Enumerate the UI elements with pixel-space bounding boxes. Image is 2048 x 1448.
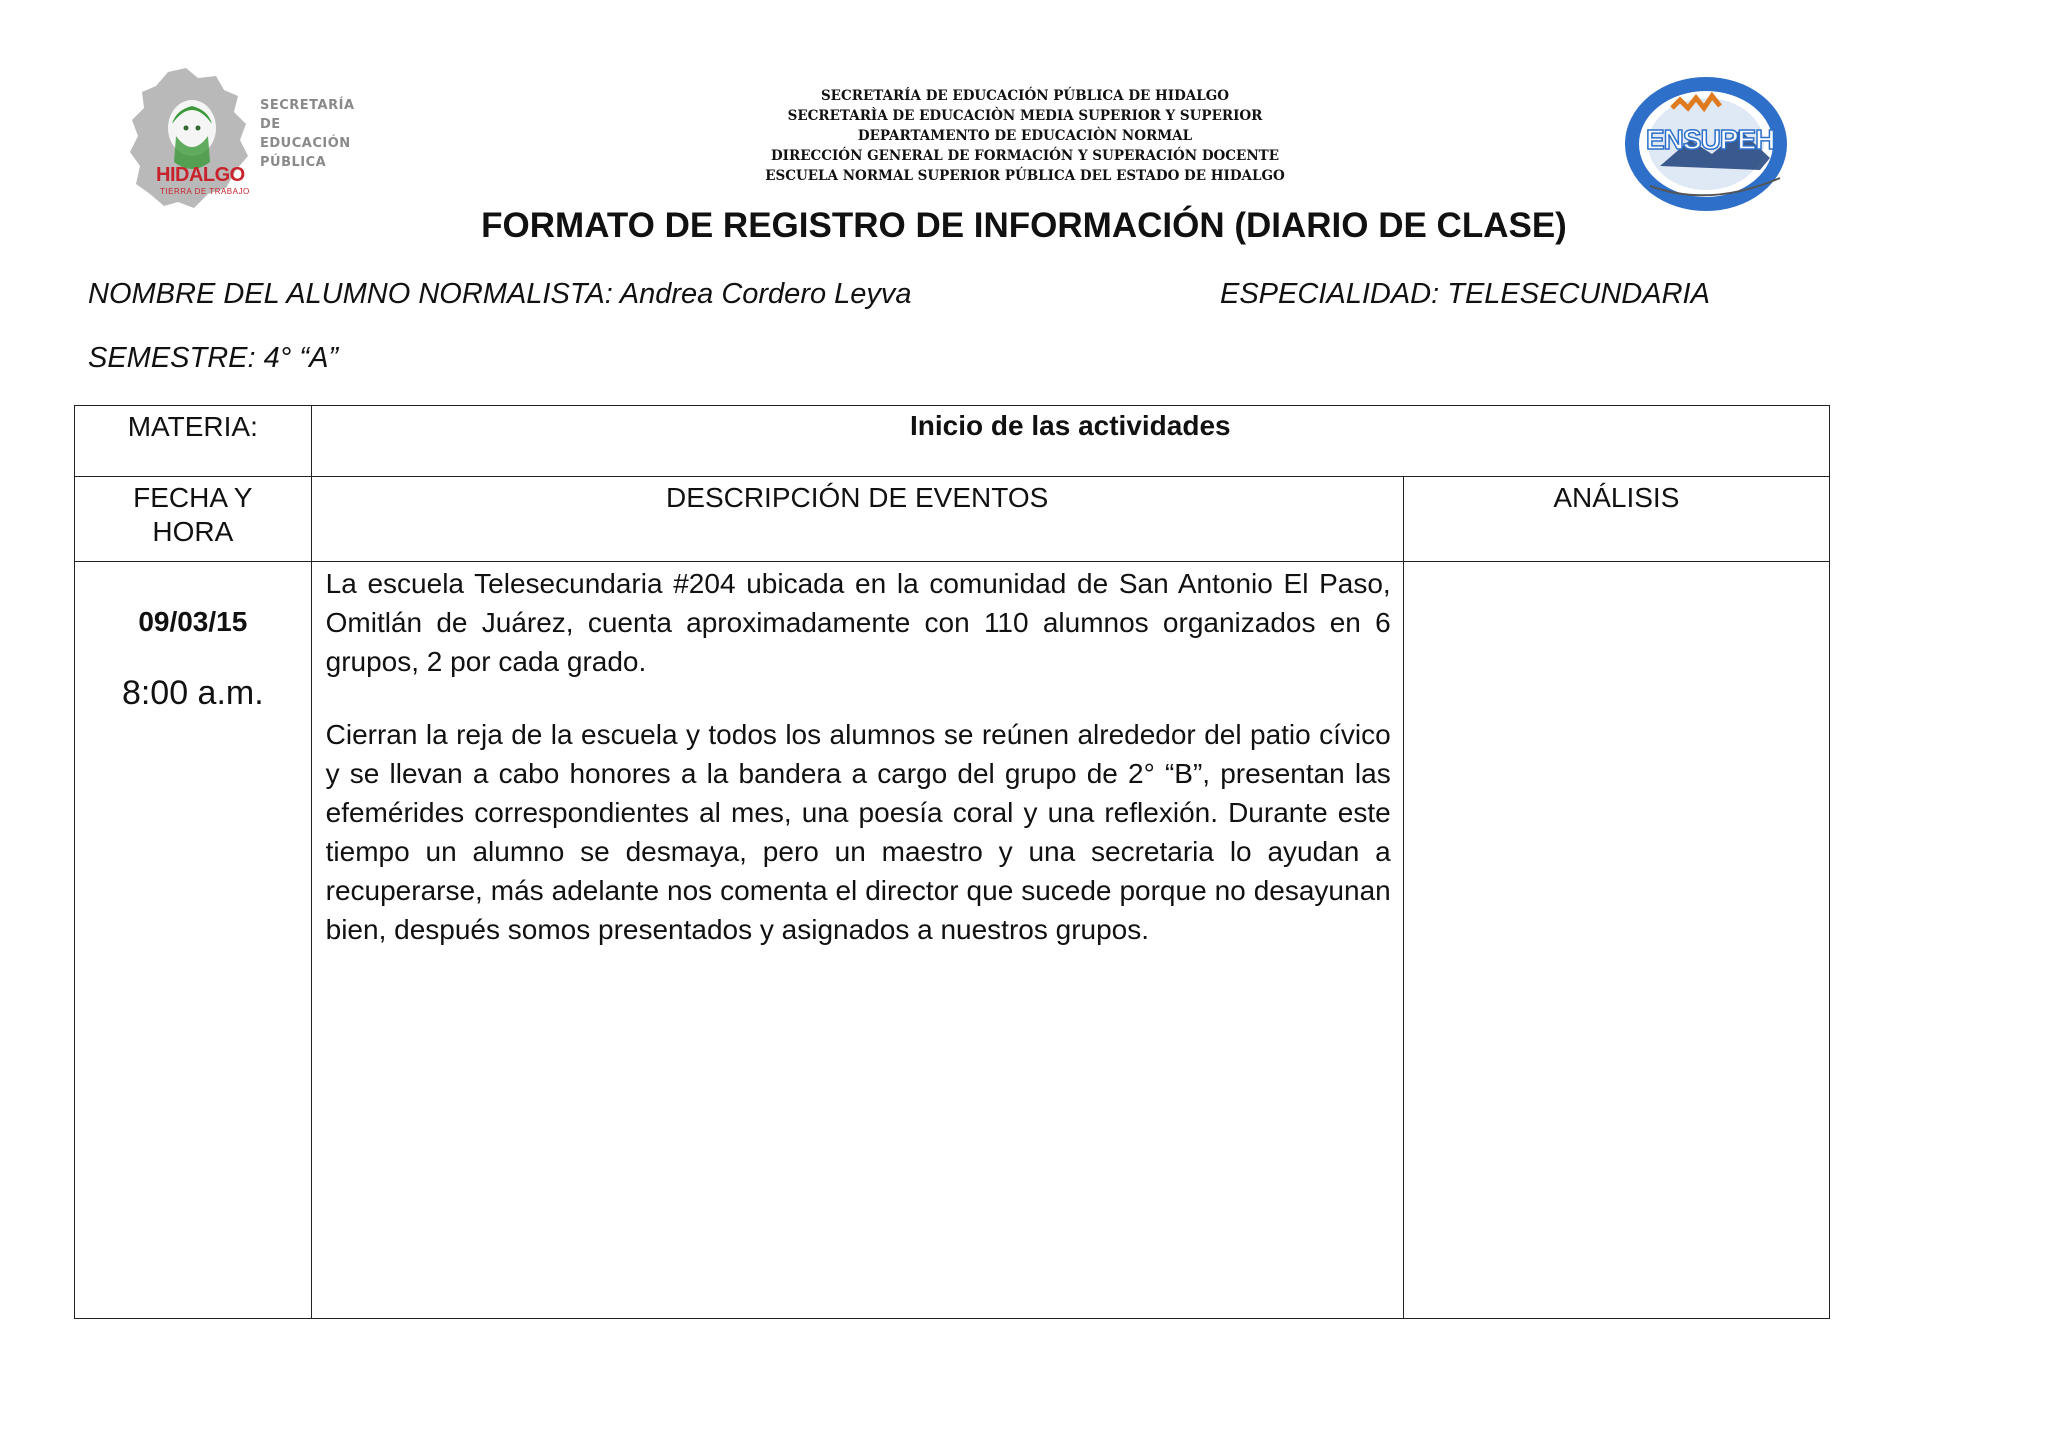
specialty: ESPECIALIDAD: TELESECUNDARIA [1220,278,1710,310]
sep-hidalgo-logo [128,66,378,216]
hidalgo-brand-text: HIDALGO [156,164,245,186]
class-diary-table [74,405,1830,1319]
entry-date: 09/03/15 [138,606,248,637]
entry-row [75,562,1830,1319]
hidalgo-tagline: TIERRA DE TRABAJO [160,187,250,196]
analysis-header: ANÁLISIS [1403,477,1829,562]
date-time-header [75,477,312,562]
sep-logo-line: PÚBLICA [260,155,327,170]
entry-description-cell [311,562,1403,1319]
header-line: DIRECCIÓN GENERAL DE FORMACIÓN Y SUPERACIÓN DOCENTE [770,148,1280,164]
date-header-line: FECHA Y [133,482,253,513]
subject-row [75,406,1830,477]
student-name: NOMBRE DEL ALUMNO NORMALISTA: Andrea Cordero Leyva [88,278,912,310]
entry-analysis-cell [1403,562,1829,1319]
ensupeh-brand-text: ENSUPEH [1646,124,1775,155]
form-title: FORMATO DE REGISTRO DE INFORMACIÓN (DIARIO DE CLASE) [481,206,1567,245]
sep-logo-line: SECRETARÍA DE [260,98,355,132]
header-line: ESCUELA NORMAL SUPERIOR PÚBLICA DEL ESTADO DE HIDALGO [765,168,1285,184]
semester: SEMESTRE: 4° “A” [88,342,339,374]
description-header: DESCRIPCIÓN DE EVENTOS [311,477,1403,562]
entry-date-cell [75,562,312,1319]
time-header-line: HORA [152,516,234,547]
institution-header [650,86,1400,186]
subject-label: MATERIA: [75,406,312,477]
entry-time: 8:00 a.m. [121,674,264,712]
description-paragraph: La escuela Telesecundaria #204 ubicada en la comunidad de San Antonio El Paso, Omitlán de Juárez, cuenta aproximadamente con 110 alumnos organizados en 6 grupos, 2 por cada grado. [325,568,1391,677]
sep-logo-line: EDUCACIÓN [260,136,351,151]
header-line: SECRETARÌA DE EDUCACIÒN MEDIA SUPERIOR Y SUPERIOR [787,108,1263,124]
header-row [75,477,1830,562]
description-paragraph: Cierran la reja de la escuela y todos los alumnos se reúnen alrededor del patio cívico y se llevan a cabo honores a la bandera a cargo del grupo de 2° “B”, presentan las efemérides correspondientes al mes, una poesía coral y una reflexión. Durante este tiempo un alumno se desmaya, pero un maestro y una secretaria lo ayudan a recuperarse, más adelante nos comenta el director que sucede porque no desayunan bien, después somos presentados y asignados a nuestros grupos. [325,719,1391,945]
subject-value: Inicio de las actividades [311,406,1829,477]
header-line: DEPARTAMENTO DE EDUCACIÒN NORMAL [857,128,1193,144]
sep-logo-text [260,96,378,172]
header-line: SECRETARÍA DE EDUCACIÓN PÚBLICA DE HIDALGO [820,88,1230,104]
ensupeh-logo [1620,74,1810,214]
